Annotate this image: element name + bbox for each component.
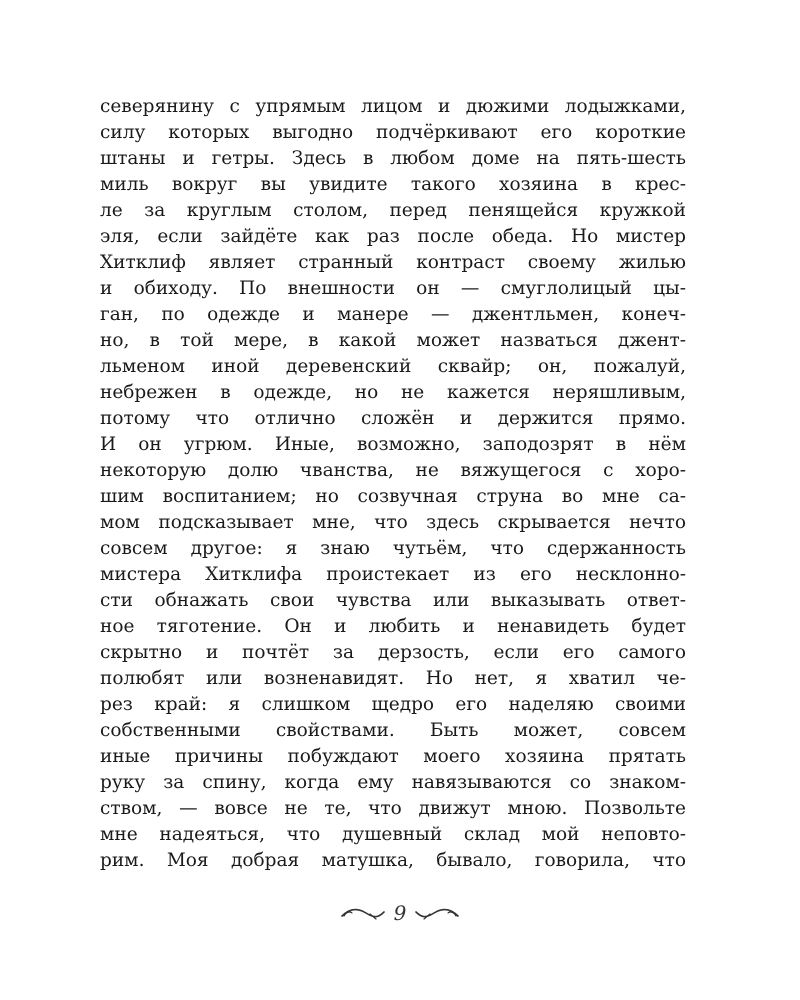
page-footer [0,898,800,928]
text-line: скрытно и почтёт за дерзость, если его самого [100,642,686,663]
text-line: полюбят или возненавидят. Но нет, я хватил че- [100,668,686,689]
text-line: иные причины побуждают моего хозяина прятать [100,746,686,767]
body-text [100,94,686,874]
text-line: совсем другое: я знаю чутьём, что сдержанность [100,538,686,559]
text-line: рез край: я слишком щедро его наделяю своими [100,694,686,715]
text-line: потому что отлично сложён и держится прямо. [100,408,686,429]
text-line: Хитклиф являет странный контраст своему жилью [100,252,686,273]
page-number: 9 [393,901,407,925]
text-line: ное тяготение. Он и любить и ненавидеть будет [100,616,686,637]
text-line: И он угрюм. Иные, возможно, заподозрят в нём [100,434,686,455]
text-line: ством, — вовсе не те, что движут мною. Позвольте [100,798,686,819]
text-line: мне надеяться, что душевный склад мой неповто- [100,824,686,845]
text-line: северянину с упрямым лицом и дюжими лодыжками, [100,96,686,117]
text-line: миль вокруг вы увидите такого хозяина в крес- [100,174,686,195]
text-line: и обиходу. По внешности он — смуглолицый цы- [100,278,686,299]
text-line: небрежен в одежде, но не кажется неряшливым, [100,382,686,403]
flourish-left-icon [340,902,386,924]
text-line: шим воспитанием; но созвучная струна во мне са- [100,486,686,507]
text-line: штаны и гетры. Здесь в любом доме на пять-шесть [100,148,686,169]
text-line: силу которых выгодно подчёркивают его короткие [100,122,686,143]
text-line: льменом иной деревенский сквайр; он, пожалуй, [100,356,686,377]
text-line: мистера Хитклифа проистекает из его несклонно- [100,564,686,585]
text-line: собственными свойствами. Быть может, совсем [100,720,686,741]
text-line: ган, по одежде и манере — джентльмен, конеч- [100,304,686,325]
text-line: некоторую долю чванства, не вяжущегося с хоро- [100,460,686,481]
text-line: ле за круглым столом, перед пенящейся кружкой [100,200,686,221]
text-line: руку за спину, когда ему навязываются со знаком- [100,772,686,793]
flourish-right-icon [414,902,460,924]
text-line: сти обнажать свои чувства или выказывать ответ- [100,590,686,611]
text-line: но, в той мере, в какой может назваться джент- [100,330,686,351]
text-line: рим. Моя добрая матушка, бывало, говорила, что [100,850,686,871]
text-line: эля, если зайдёте как раз после обеда. Но мистер [100,226,686,247]
text-line: мом подсказывает мне, что здесь скрывается нечто [100,512,686,533]
